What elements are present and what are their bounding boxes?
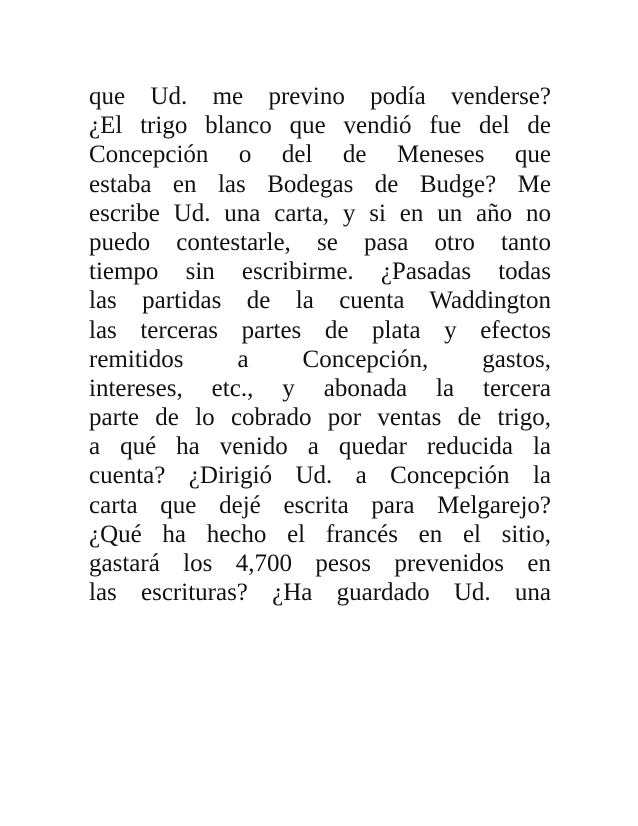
text-line-12: parte de lo cobrado por ventas de trigo, [89, 404, 551, 432]
text-line-18: las escrituras? ¿Ha guardado Ud. una [89, 579, 551, 607]
text-line-11: intereses, etc., y abonada la tercera [89, 374, 551, 402]
text-line-14: cuenta? ¿Dirigió Ud. a Concepción la [89, 462, 551, 490]
text-line-17: gastará los 4,700 pesos prevenidos en [89, 550, 551, 577]
text-line-9: las terceras partes de plata y efectos [89, 316, 551, 344]
text-line-3: Concepción o del de Meneses que [89, 141, 551, 169]
text-line-15: carta que dejé escrita para Melgarejo? [89, 491, 551, 519]
text-line-13: a qué ha venido a quedar reducida la [89, 433, 551, 461]
text-line-4: estaba en las Bodegas de Budge? Me [89, 170, 551, 198]
text-line-5: escribe Ud. una carta, y si en un año no [89, 199, 551, 227]
body-paragraph [89, 82, 551, 607]
text-line-6: puedo contestarle, se pasa otro tanto [89, 228, 551, 256]
text-line-2: ¿El trigo blanco que vendió fue del de [89, 112, 551, 140]
text-line-10: remitidos a Concepción, gastos, [89, 345, 551, 373]
text-line-1: que Ud. me previno podía venderse? [89, 83, 551, 110]
text-line-8: las partidas de la cuenta Waddington [89, 287, 551, 315]
text-line-16: ¿Qué ha hecho el francés en el sitio, [89, 520, 551, 548]
text-line-7: tiempo sin escribirme. ¿Pasadas todas [89, 258, 551, 286]
